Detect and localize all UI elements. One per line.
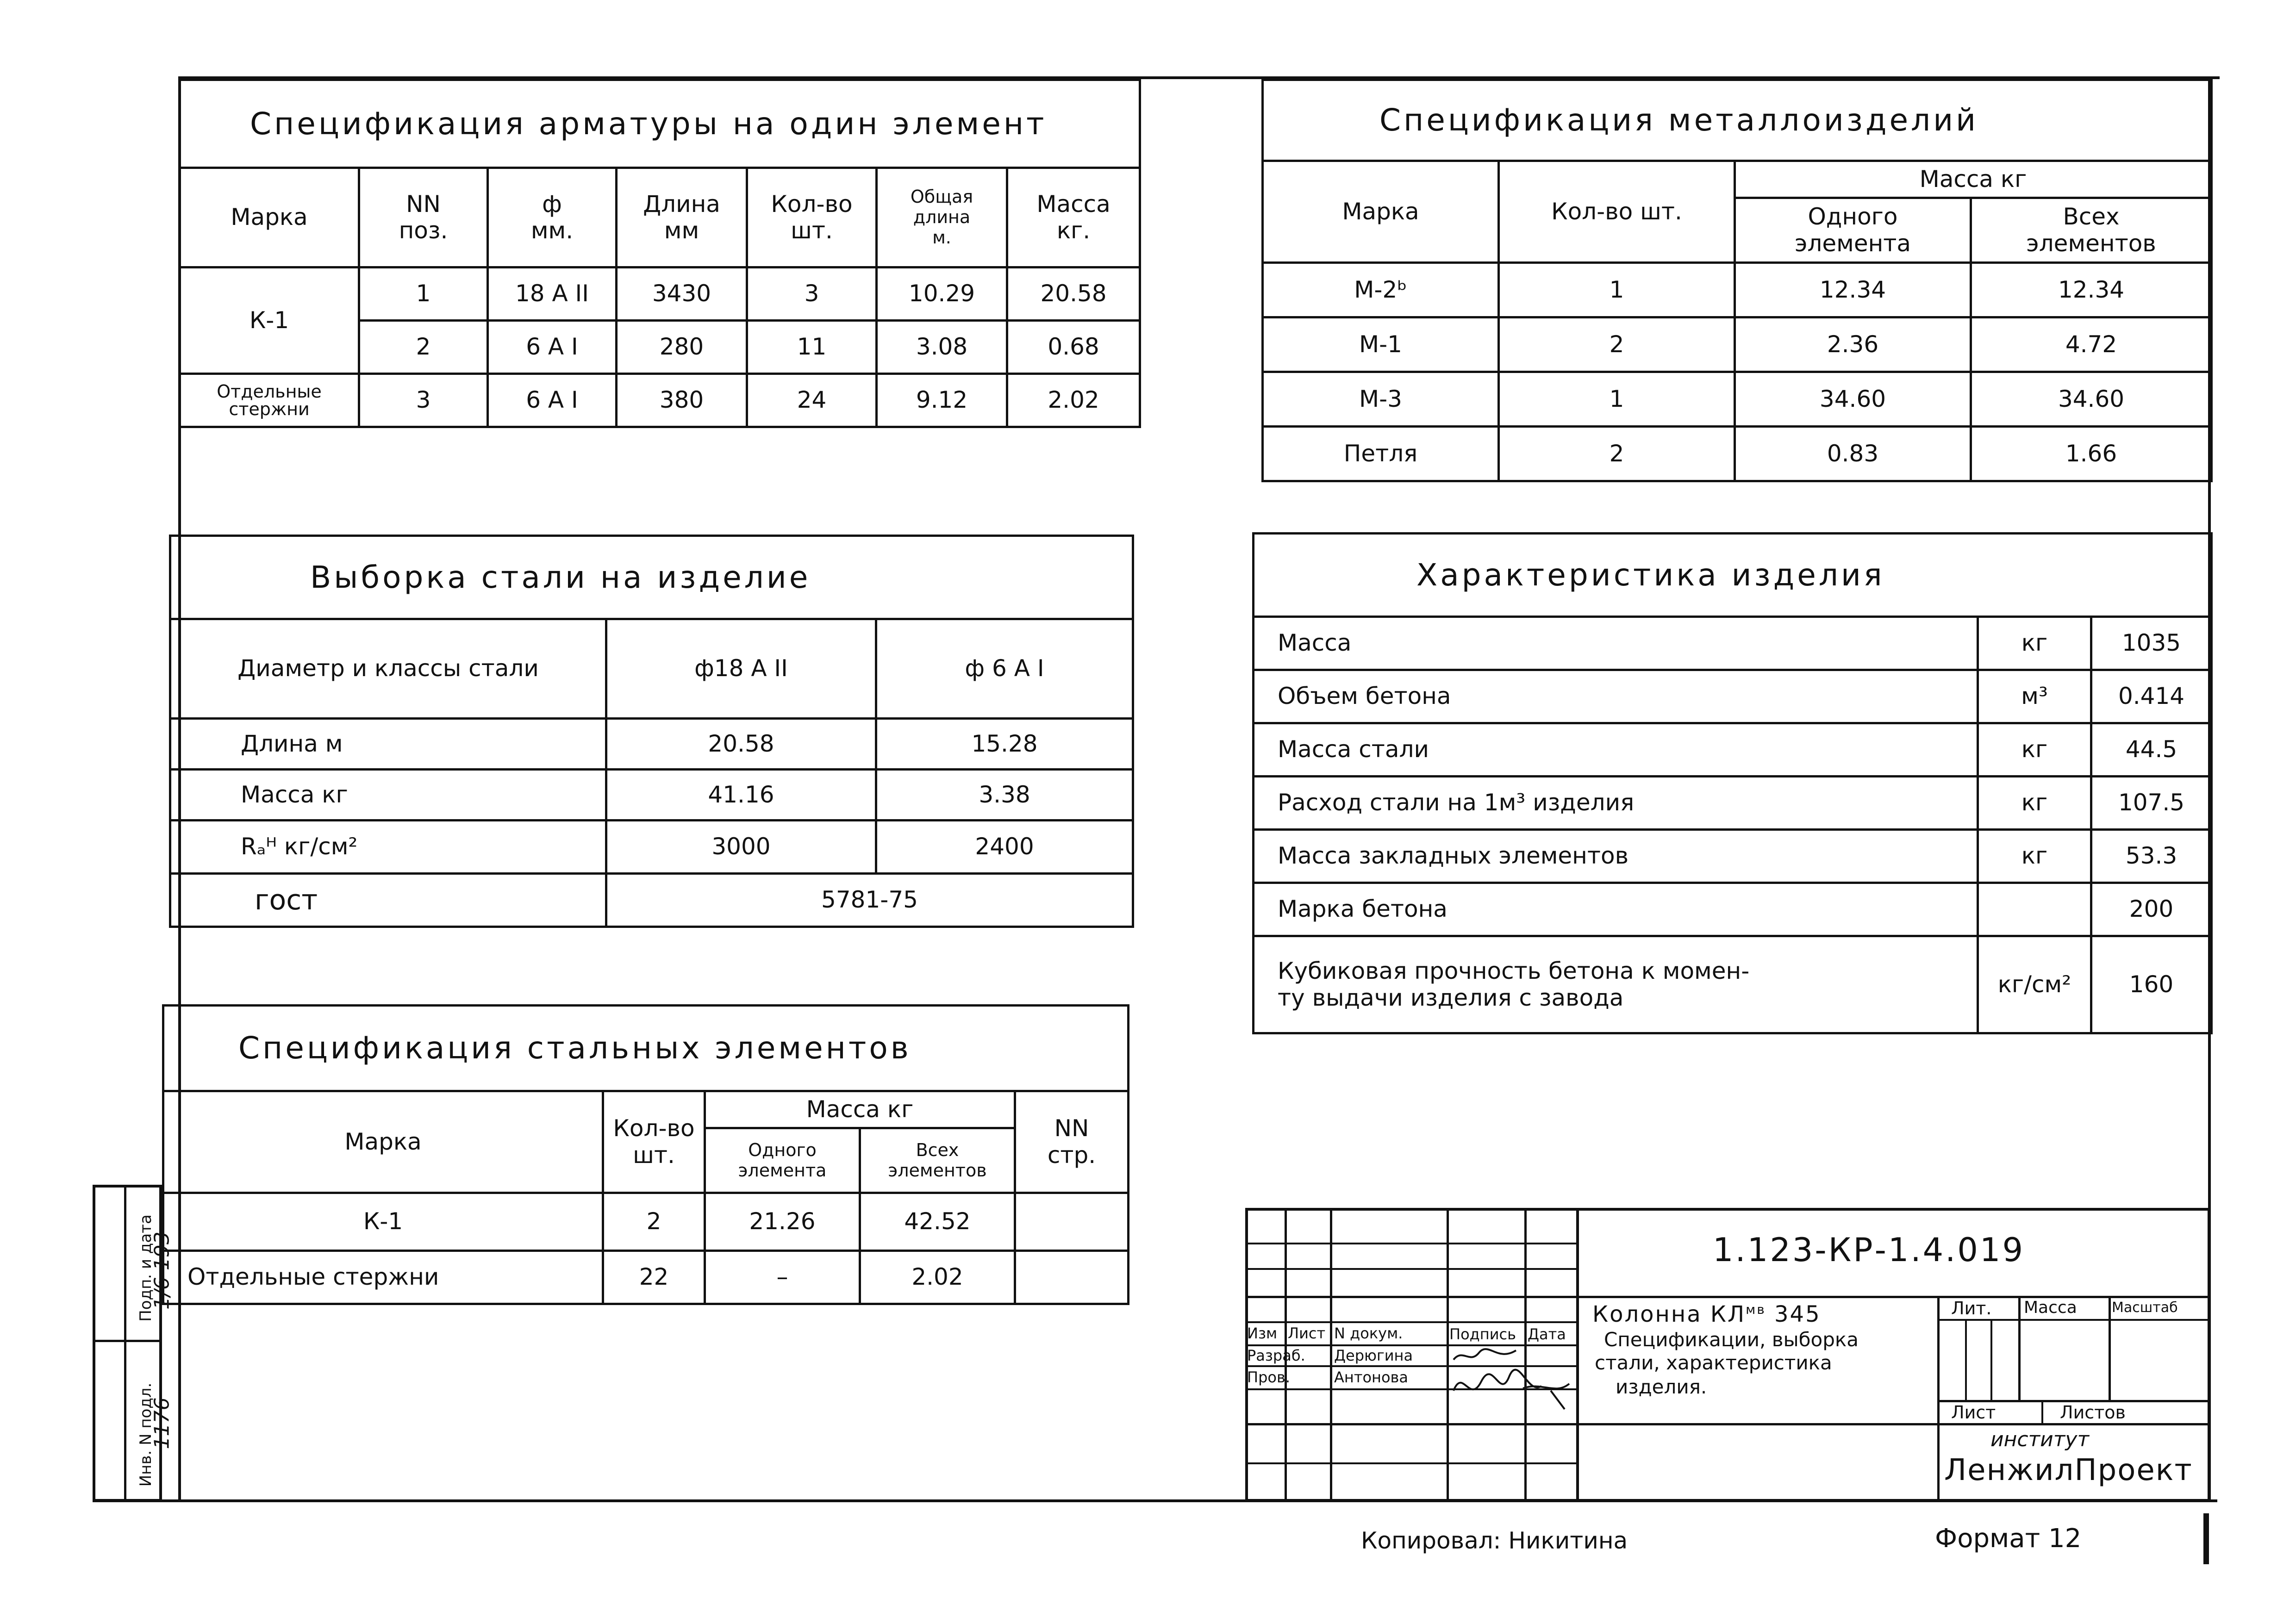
char-value: 160 [2091, 936, 2212, 1033]
table-row [180, 374, 1140, 427]
rebar-h-mark: Марка [180, 168, 359, 267]
stamp-row [1245, 1243, 1578, 1244]
rebar-total: 9.12 [877, 374, 1007, 427]
metal-mark: М-1 [1263, 317, 1499, 372]
metal-items-title: Спецификация металлоизделий [1263, 80, 2212, 161]
metal-h-mark: Марка [1263, 161, 1499, 263]
margin-inv-label: Инв. N подл. [137, 1382, 155, 1487]
metal-mark: М-2ᵇ [1263, 263, 1499, 317]
metal-all: 1.66 [1971, 427, 2212, 481]
metal-h-all: Всех элементов [1971, 198, 2212, 263]
rebar-h-diam: ф мм. [488, 168, 617, 267]
table-row [170, 874, 1133, 927]
table-row [1254, 883, 2212, 936]
stamp-row [1245, 1462, 1578, 1464]
rebar-pos: 3 [359, 374, 488, 427]
table-row [180, 267, 1140, 321]
stamp-col-podp: Подпись [1449, 1325, 1516, 1343]
metal-qty: 1 [1499, 263, 1735, 317]
metal-h-mass: Масса кг [1735, 161, 2212, 198]
stamp-col [2041, 1400, 2043, 1423]
gost-label: гост [170, 874, 606, 927]
char-unit: кг [1978, 830, 2091, 883]
rebar-len: 380 [617, 374, 747, 427]
char-value: 200 [2091, 883, 2212, 936]
metal-all: 12.34 [1971, 263, 2212, 317]
margin-divider [124, 1185, 126, 1502]
margin-podp-label: Подп. и дата [137, 1214, 155, 1322]
metal-all: 34.60 [1971, 372, 2212, 427]
stamp-code: 1.123-КР-1.4.019 [1713, 1231, 2025, 1269]
copied-by: Копировал: Никитина [1361, 1527, 1628, 1554]
metal-mark: Петля [1263, 427, 1499, 481]
rebar-h-pos: NN поз. [359, 168, 488, 267]
char-unit: кг [1978, 617, 2091, 670]
stamp-col [2109, 1296, 2111, 1402]
table-row [163, 1251, 1129, 1304]
steelel-all: 2.02 [860, 1251, 1015, 1304]
stamp-lit: Лит. [1951, 1298, 1992, 1318]
rebar-h-len: Длина мм [617, 168, 747, 267]
rebar-mass: 0.68 [1007, 321, 1140, 374]
stamp-col [1576, 1208, 1579, 1502]
metal-one: 2.36 [1735, 317, 1971, 372]
stamp-row [1245, 1268, 1578, 1270]
table-row [1254, 723, 2212, 777]
steelel-h-mark: Марка [163, 1091, 603, 1193]
steelel-h-qty: Кол-во шт. [603, 1091, 705, 1193]
char-label: Масса закладных элементов [1254, 830, 1978, 883]
rebar-mass: 20.58 [1007, 267, 1140, 321]
char-unit: м³ [1978, 670, 2091, 723]
margin-podp-value: 1/6 193 [150, 1231, 174, 1310]
table-row [1254, 777, 2212, 830]
char-label: Марка бетона [1254, 883, 1978, 936]
metal-one: 34.60 [1735, 372, 1971, 427]
table-row [1263, 263, 2212, 317]
table-row [1254, 617, 2212, 670]
steel-h-c1: ф18 А II [606, 619, 876, 719]
steelel-all: 42.52 [860, 1193, 1015, 1251]
steelel-qty: 2 [603, 1193, 705, 1251]
steelel-h-mass: Масса кг [705, 1091, 1015, 1128]
table-row [1254, 936, 2212, 1033]
table-row [170, 821, 1133, 874]
steel-label: Масса кг [170, 770, 606, 821]
stamp-listov: Листов [2060, 1402, 2126, 1423]
stamp-institute-name: ЛенжилПроект [1944, 1453, 2193, 1487]
table-row [1263, 317, 2212, 372]
steelel-h-nn: NN стр. [1015, 1091, 1129, 1193]
stamp-col [1990, 1319, 1992, 1402]
char-value: 1035 [2091, 617, 2212, 670]
metal-mark: М-3 [1263, 372, 1499, 427]
stamp-col [1524, 1208, 1527, 1502]
steel-v1: 20.58 [606, 719, 876, 770]
metal-all: 4.72 [1971, 317, 2212, 372]
rebar-spec-table [178, 79, 1141, 428]
stamp-massa: Масса [2024, 1298, 2077, 1317]
steel-v2: 3.38 [876, 770, 1133, 821]
rebar-qty: 3 [747, 267, 877, 321]
stamp-col [1447, 1208, 1449, 1502]
char-label: Масса стали [1254, 723, 1978, 777]
table-row [163, 1193, 1129, 1251]
char-value: 44.5 [2091, 723, 2212, 777]
steelel-qty: 22 [603, 1251, 705, 1304]
char-label: Объем бетона [1254, 670, 1978, 723]
steelel-one: 21.26 [705, 1193, 860, 1251]
stamp-desc-1: Колонна $КЛ^{мв}$ 345 [1592, 1301, 1821, 1327]
steelel-nn [1015, 1251, 1129, 1304]
rebar-mark: К-1 [180, 267, 359, 374]
metal-qty: 1 [1499, 372, 1735, 427]
char-label: Масса [1254, 617, 1978, 670]
rebar-diam: 6 А I [488, 374, 617, 427]
steel-v1: 41.16 [606, 770, 876, 821]
stamp-row [1245, 1321, 1578, 1323]
rebar-spec-title: Спецификация арматуры на один элемент [180, 80, 1140, 168]
rebar-mark: Отдельные стержни [180, 374, 359, 427]
stamp-masshtab: Масштаб [2112, 1300, 2178, 1316]
rebar-diam: 6 А I [488, 321, 617, 374]
table-row [170, 770, 1133, 821]
steel-elements-title: Спецификация стальных элементов [163, 1006, 1129, 1091]
table-row [1263, 372, 2212, 427]
steelel-h-all: Всех элементов [860, 1128, 1015, 1193]
char-unit: кг/см² [1978, 936, 2091, 1033]
steel-elements-table [162, 1004, 1129, 1305]
char-unit: кг [1978, 777, 2091, 830]
char-label: Расход стали на 1м³ изделия [1254, 777, 1978, 830]
stamp-razrab-name: Дерюгина [1334, 1347, 1413, 1364]
stamp-prov-label: Пров. [1247, 1368, 1290, 1386]
rebar-total: 10.29 [877, 267, 1007, 321]
stamp-col [2018, 1296, 2021, 1402]
stamp-col [1937, 1296, 1940, 1502]
rebar-h-total: Общая длина м. [877, 168, 1007, 267]
table-row [170, 719, 1133, 770]
steelel-mark: Отдельные стержни [163, 1251, 603, 1304]
stamp-col [1965, 1319, 1967, 1402]
steel-label: Длина м [170, 719, 606, 770]
signature-prov [1449, 1363, 1578, 1414]
steelel-nn [1015, 1193, 1129, 1251]
steel-label: Rₐᴴ кг/см² [170, 821, 606, 874]
table-row [1263, 427, 2212, 481]
steel-v2: 2400 [876, 821, 1133, 874]
table-row [1254, 670, 2212, 723]
metal-h-one: Одного элемента [1735, 198, 1971, 263]
metal-qty: 2 [1499, 317, 1735, 372]
metal-qty: 2 [1499, 427, 1735, 481]
metal-h-qty: Кол-во шт. [1499, 161, 1735, 263]
stamp-list: Лист [1951, 1402, 1996, 1423]
rebar-qty: 24 [747, 374, 877, 427]
char-value: 53.3 [2091, 830, 2212, 883]
steel-h-c2: ф 6 А I [876, 619, 1133, 719]
rebar-diam: 18 А II [488, 267, 617, 321]
stamp-col-list: Лист [1288, 1325, 1326, 1342]
steelel-h-one: Одного элемента [705, 1128, 860, 1193]
stamp-col-data: Дата [1528, 1325, 1566, 1343]
steel-sample-title: Выборка стали на изделие [170, 536, 1133, 619]
margin-inv-value: 1176 [150, 1397, 174, 1449]
stamp-desc-2: Спецификации, выборка [1604, 1328, 1859, 1351]
characteristics-title: Характеристика изделия [1254, 534, 2212, 617]
rebar-pos: 2 [359, 321, 488, 374]
table-row [1254, 830, 2212, 883]
stamp-razrab-label: Разраб. [1247, 1347, 1305, 1364]
rebar-h-qty: Кол-во шт. [747, 168, 877, 267]
char-value: 0.414 [2091, 670, 2212, 723]
char-unit [1978, 883, 2091, 936]
stamp-row [1245, 1423, 2210, 1425]
rebar-len: 280 [617, 321, 747, 374]
stamp-col-ndoc: N докум. [1334, 1325, 1403, 1342]
metal-one: 0.83 [1735, 427, 1971, 481]
rebar-qty: 11 [747, 321, 877, 374]
edge-mark [2203, 1513, 2209, 1564]
steel-h-diam: Диаметр и классы стали [170, 619, 606, 719]
steel-v2: 15.28 [876, 719, 1133, 770]
stamp-col-izm: Изм [1247, 1325, 1278, 1342]
sheet-format: Формат 12 [1935, 1524, 2082, 1554]
steelel-one: – [705, 1251, 860, 1304]
stamp-col [1330, 1208, 1332, 1502]
char-value: 107.5 [2091, 777, 2212, 830]
steelel-mark: К-1 [163, 1193, 603, 1251]
rebar-total: 3.08 [877, 321, 1007, 374]
char-unit: кг [1978, 723, 2091, 777]
metal-one: 12.34 [1735, 263, 1971, 317]
stamp-institute: институт [1990, 1428, 2090, 1451]
stamp-desc-4: изделия. [1616, 1375, 1707, 1398]
stamp-row [1937, 1319, 2210, 1321]
rebar-h-mass: Масса кг. [1007, 168, 1140, 267]
gost-value: 5781-75 [606, 874, 1133, 927]
rebar-mass: 2.02 [1007, 374, 1140, 427]
rebar-pos: 1 [359, 267, 488, 321]
characteristics-table [1252, 532, 2213, 1034]
stamp-prov-name: Антонова [1334, 1368, 1408, 1386]
stamp-row [1245, 1344, 1578, 1346]
steel-v1: 3000 [606, 821, 876, 874]
stamp-desc-3: стали, характеристика [1595, 1351, 1832, 1374]
metal-items-table [1261, 79, 2213, 482]
char-label-last: Кубиковая прочность бетона к момен- ту выдачи изделия с завода [1254, 936, 1978, 1033]
rebar-len: 3430 [617, 267, 747, 321]
steel-sample-table [169, 535, 1134, 928]
